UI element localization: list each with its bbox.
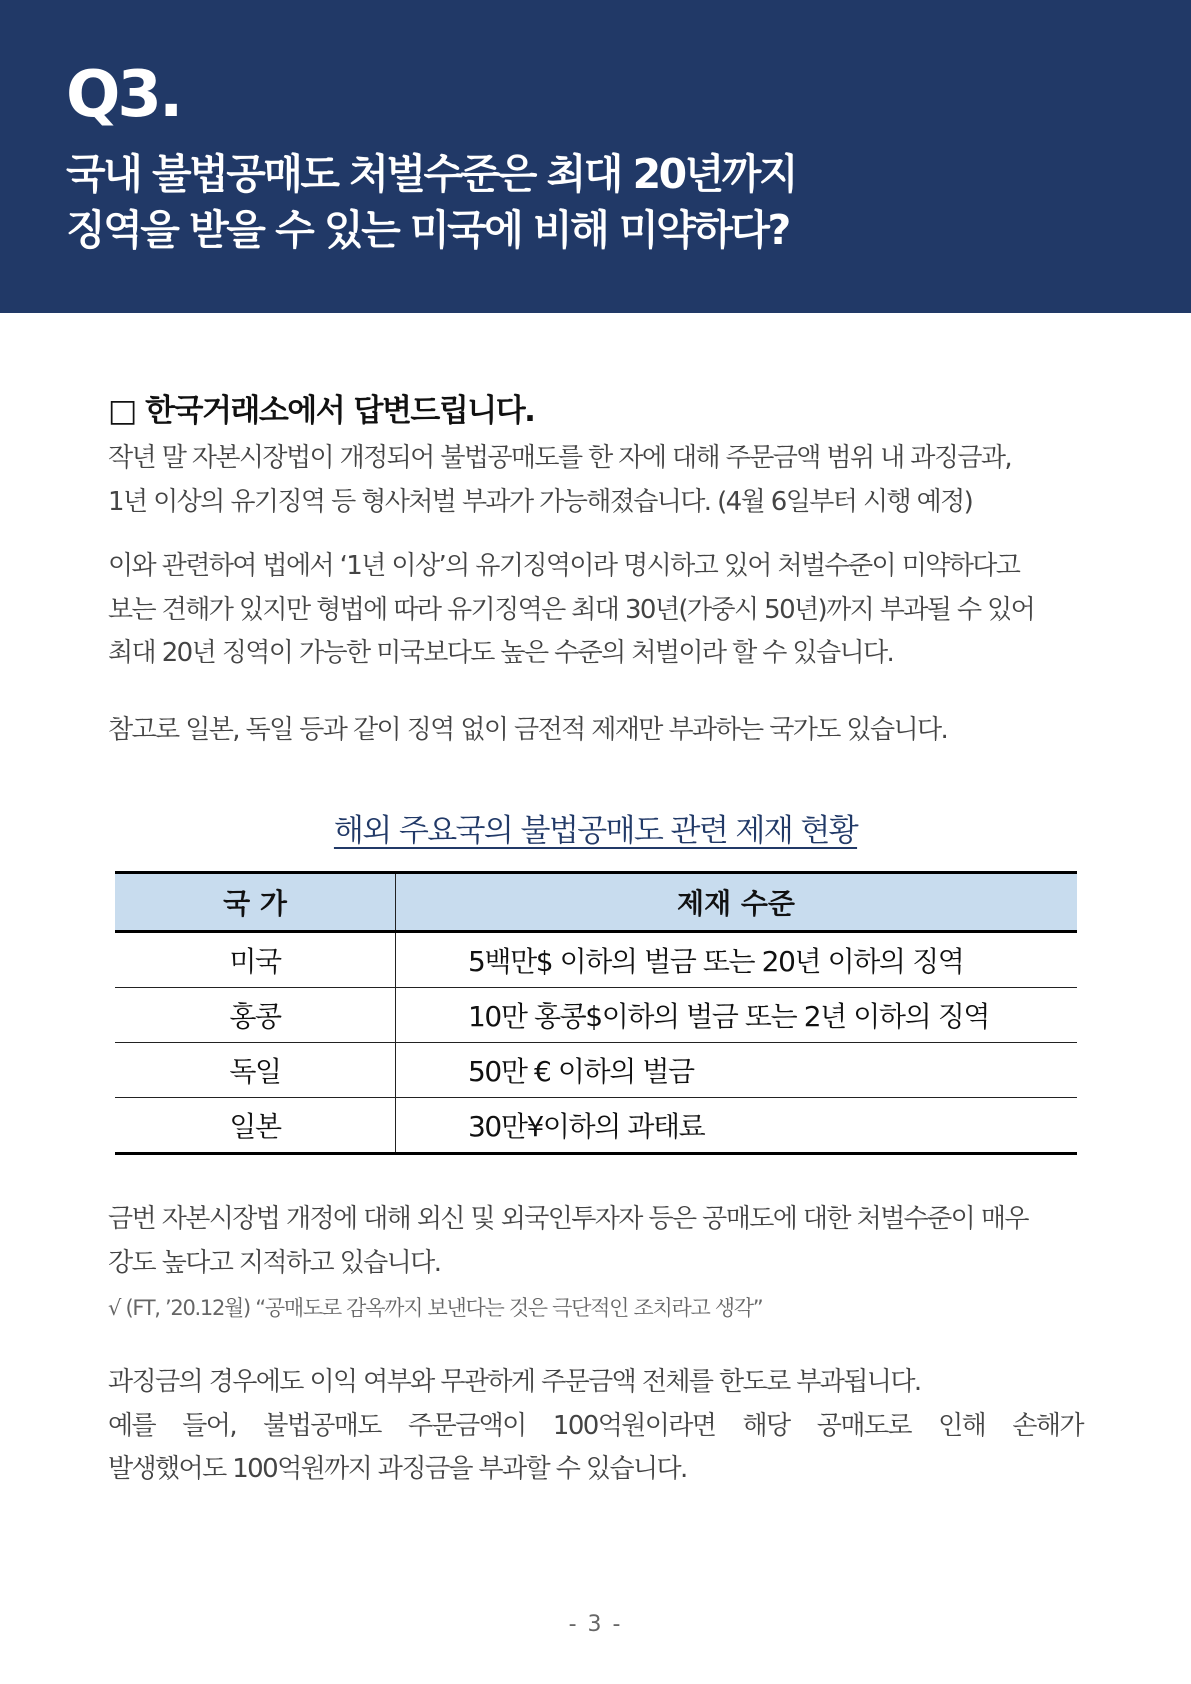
- cell-level: 50만 € 이하의 벌금: [396, 1043, 1078, 1098]
- word: 해당: [742, 1410, 790, 1441]
- cell-country: 홍콩: [115, 988, 396, 1043]
- paragraph-reference: [108, 709, 1083, 753]
- word: 들어,: [182, 1410, 236, 1441]
- paragraph-line: 강도 높다고 지적하고 있습니다.: [108, 1247, 441, 1278]
- header-level: 제재 수준: [396, 873, 1078, 932]
- paragraph-foreign-view: [108, 1198, 1083, 1285]
- paragraph-line: 과징금의 경우에도 이익 여부와 무관하게 주문금액 전체를 한도로 부과됩니다.: [108, 1367, 921, 1397]
- cell-country: 독일: [115, 1043, 396, 1098]
- paragraph-penalty-level: [108, 545, 1083, 676]
- paragraph-line-justified: [108, 1405, 1083, 1449]
- table-row: [115, 988, 1077, 1043]
- answer-heading: □ 한국거래소에서 답변드립니다.: [108, 393, 535, 429]
- paragraph-line: 작년 말 자본시장법이 개정되어 불법공매도를 한 자에 대해 주문금액 범위 내 과징금과,: [108, 443, 1012, 473]
- word: 주문금액이: [408, 1410, 526, 1441]
- word: 인해: [938, 1410, 986, 1441]
- question-title-line: 징역을 받을 수 있는 미국에 비해 미약하다?: [66, 206, 789, 254]
- table-row: [115, 1043, 1077, 1098]
- paragraph-line: 보는 견해가 있지만 형법에 따라 유기징역은 최대 30년(가중시 50년)까지 부과될 수 있어: [108, 594, 1035, 625]
- cell-country: 미국: [115, 932, 396, 988]
- paragraph-line: 이와 관련하여 법에서 ‘1년 이상’의 유기징역이라 명시하고 있어 처벌수준이 미약하다고: [108, 551, 1020, 581]
- cell-level: 30만¥이하의 과태료: [396, 1098, 1078, 1154]
- word: 불법공매도: [263, 1410, 381, 1441]
- table-title-text: 해외 주요국의 불법공매도 관련 제재 현황: [333, 813, 858, 849]
- cell-level: 5백만$ 이하의 벌금 또는 20년 이하의 징역: [396, 932, 1078, 988]
- sanctions-table: [115, 871, 1077, 1155]
- table-title: [0, 805, 1191, 850]
- paragraph-line: 1년 이상의 유기징역 등 형사처벌 부과가 가능해졌습니다. (4월 6일부터 시행 예정): [108, 486, 973, 517]
- question-number: Q3.: [66, 58, 181, 132]
- question-header: [0, 0, 1191, 313]
- word: 100억원이라면: [552, 1410, 716, 1441]
- table-row: [115, 932, 1077, 988]
- page-number: - 3 -: [568, 1612, 623, 1637]
- paragraph-line: 발생했어도 100억원까지 과징금을 부과할 수 있습니다.: [108, 1454, 687, 1484]
- paragraph-penalty-surcharge: [108, 1361, 1083, 1492]
- header-country: 국 가: [115, 873, 396, 932]
- paragraph-line: 참고로 일본, 독일 등과 같이 징역 없이 금전적 제재만 부과하는 국가도 있습니다.: [108, 715, 948, 745]
- cell-country: 일본: [115, 1098, 396, 1154]
- table-row: [115, 1098, 1077, 1154]
- question-title-line: 국내 불법공매도 처벌수준은 최대 20년까지: [66, 150, 796, 198]
- question-title: [66, 146, 796, 258]
- paragraph-line: 금번 자본시장법 개정에 대해 외신 및 외국인투자자 등은 공매도에 대한 처벌수준이 매우: [108, 1204, 1028, 1234]
- word: 손해가: [1012, 1410, 1083, 1441]
- table-header-row: [115, 873, 1077, 932]
- paragraph-legal-change: [108, 437, 1083, 524]
- paragraph-line: 최대 20년 징역이 가능한 미국보다도 높은 수준의 처벌이라 할 수 있습니다.: [108, 638, 894, 668]
- word: 공매도로: [816, 1410, 911, 1441]
- ft-quote-note: √ (FT, ’20.12월) “공매도로 감옥까지 보낸다는 것은 극단적인 조치라고 생각”: [108, 1296, 763, 1320]
- word: 예를: [108, 1410, 156, 1441]
- cell-level: 10만 홍콩$이하의 벌금 또는 2년 이하의 징역: [396, 988, 1078, 1043]
